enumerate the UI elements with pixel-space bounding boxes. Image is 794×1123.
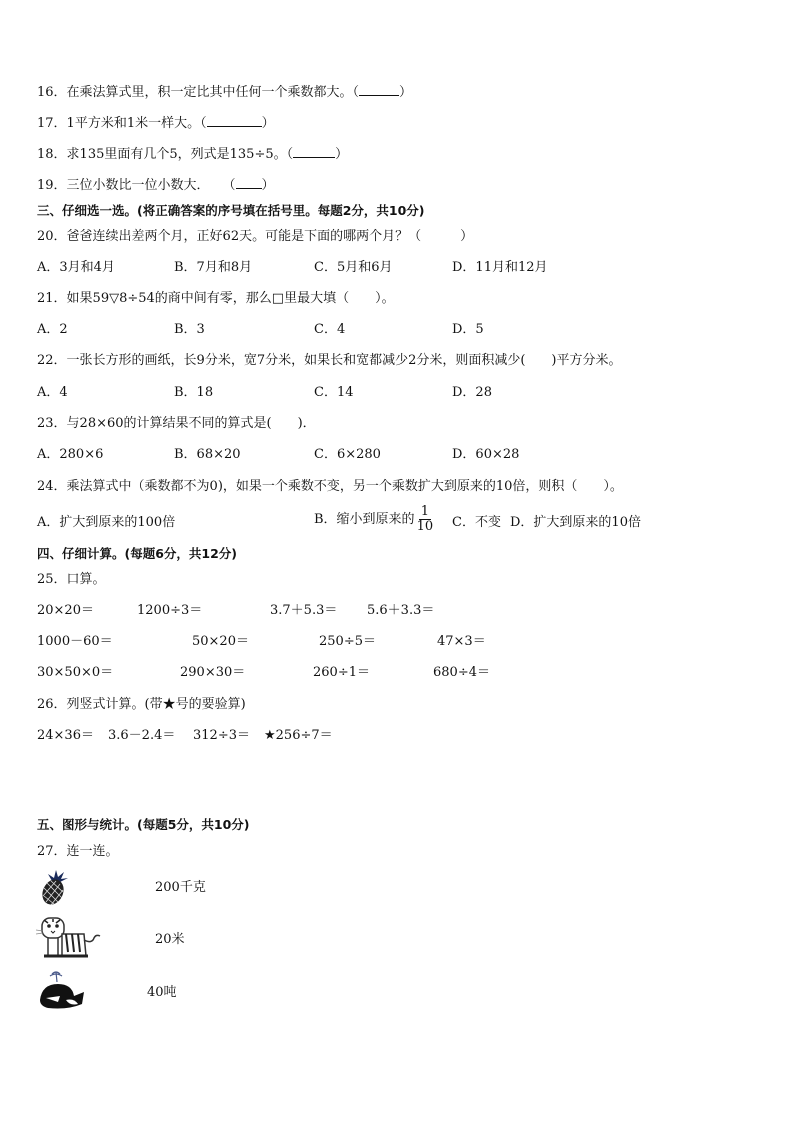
mental-math-item: 50×20＝ <box>192 634 249 649</box>
mental-math-item: 1200÷3＝ <box>137 603 203 618</box>
section-5-heading: 五、图形与统计。(每题5分，共10分) <box>37 817 250 832</box>
q22-option-c[interactable]: C．14 <box>314 385 354 400</box>
question-24-stem: 24．乘法算式中（乘数都不为0)，如果一个乘数不变，另一个乘数扩大到原来的10倍，则积（ ）。 <box>37 479 623 494</box>
question-27-stem: 27．连一连。 <box>37 844 119 859</box>
tiger-icon <box>36 916 102 960</box>
question-26-stem: 26．列竖式计算。(带★号的要验算) <box>37 697 246 712</box>
vertical-calc-item: 312÷3＝ <box>193 728 250 743</box>
question-21-stem: 21．如果59▽8÷54的商中间有零，那么□里最大填（ ）。 <box>37 291 395 306</box>
answer-blank[interactable] <box>236 176 262 189</box>
q24-option-c[interactable]: C．不变 <box>452 515 501 530</box>
answer-blank[interactable] <box>359 83 399 96</box>
mental-math-item: 1000－60＝ <box>37 634 113 649</box>
q24-option-b-text: B．缩小到原来的 <box>314 512 415 527</box>
q20-option-d[interactable]: D．11月和12月 <box>452 260 548 275</box>
question-19 <box>37 176 275 195</box>
whale-picture[interactable] <box>38 970 88 1014</box>
question-16-text: 16．在乘法算式里，积一定比其中任何一个乘数都大。（ <box>37 85 360 100</box>
fraction-denominator: 10 <box>416 519 434 534</box>
question-16 <box>37 83 412 102</box>
question-22-stem: 22．一张长方形的画纸，长9分米，宽7分米，如果长和宽都减少2分米，则面积减少( )平方分米。 <box>37 353 622 368</box>
paren-close: ） <box>261 178 275 193</box>
pineapple-picture[interactable] <box>38 868 72 910</box>
whale-icon <box>38 970 88 1010</box>
mental-math-item: 5.6＋3.3＝ <box>367 603 435 618</box>
q21-option-a[interactable]: A．2 <box>37 322 68 337</box>
vertical-calc-item: 24×36＝ <box>37 728 94 743</box>
question-19-text: 19．三位小数比一位小数大． （ <box>37 178 236 193</box>
pineapple-icon <box>38 868 72 906</box>
q22-option-d[interactable]: D．28 <box>452 385 492 400</box>
section-3-heading: 三、仔细选一选。(将正确答案的序号填在括号里。每题2分，共10分) <box>37 203 425 218</box>
answer-blank[interactable] <box>207 114 262 127</box>
tiger-picture[interactable] <box>36 916 102 964</box>
section-4-heading: 四、仔细计算。(每题6分，共12分) <box>37 546 238 561</box>
q24-option-d[interactable]: D．扩大到原来的10倍 <box>510 515 641 530</box>
q23-option-b[interactable]: B．68×20 <box>174 447 241 462</box>
question-17 <box>37 114 275 133</box>
mental-math-item: 20×20＝ <box>37 603 94 618</box>
q21-option-d[interactable]: D．5 <box>452 322 484 337</box>
fraction-numerator: 1 <box>420 504 429 519</box>
paren-close: ） <box>335 147 349 162</box>
question-20-stem: 20．爸爸连续出差两个月，正好62天。可能是下面的哪两个月？（ ） <box>37 229 474 244</box>
mental-math-item: 30×50×0＝ <box>37 665 114 680</box>
q22-option-b[interactable]: B．18 <box>174 385 214 400</box>
mental-math-item: 290×30＝ <box>180 665 246 680</box>
q23-option-a[interactable]: A．280×6 <box>37 447 104 462</box>
q22-option-a[interactable]: A．4 <box>37 385 68 400</box>
q23-option-d[interactable]: D．60×28 <box>452 447 520 462</box>
vertical-calc-item: ★256÷7＝ <box>264 728 333 743</box>
mental-math-item: 260÷1＝ <box>313 665 370 680</box>
question-23-stem: 23．与28×60的计算结果不同的算式是( )． <box>37 416 316 431</box>
q20-option-b[interactable]: B．7月和8月 <box>174 260 253 275</box>
q23-option-c[interactable]: C．6×280 <box>314 447 381 462</box>
q24-option-a[interactable]: A．扩大到原来的100倍 <box>37 515 176 530</box>
question-18-text: 18．求135里面有几个5，列式是135÷5。（ <box>37 147 294 162</box>
answer-blank[interactable] <box>293 145 335 158</box>
vertical-calc-item: 3.6－2.4＝ <box>108 728 176 743</box>
mental-math-item: 680÷4＝ <box>433 665 490 680</box>
question-17-text: 17．1平方米和1米一样大。（ <box>37 116 207 131</box>
match-label-20m[interactable]: 20米 <box>155 932 185 947</box>
question-18 <box>37 145 348 164</box>
q20-option-c[interactable]: C．5月和6月 <box>314 260 393 275</box>
q21-option-b[interactable]: B．3 <box>174 322 205 337</box>
mental-math-item: 250÷5＝ <box>319 634 376 649</box>
mental-math-item: 47×3＝ <box>437 634 486 649</box>
paren-close: ） <box>261 116 275 131</box>
mental-math-item: 3.7＋5.3＝ <box>270 603 338 618</box>
question-25-stem: 25．口算。 <box>37 572 106 587</box>
fraction-one-tenth <box>417 505 434 534</box>
q24-option-b[interactable] <box>314 505 435 534</box>
match-label-200kg[interactable]: 200千克 <box>155 880 206 895</box>
match-label-40t[interactable]: 40吨 <box>147 985 177 1000</box>
q21-option-c[interactable]: C．4 <box>314 322 346 337</box>
q20-option-a[interactable]: A．3月和4月 <box>37 260 115 275</box>
paren-close: ） <box>399 85 413 100</box>
